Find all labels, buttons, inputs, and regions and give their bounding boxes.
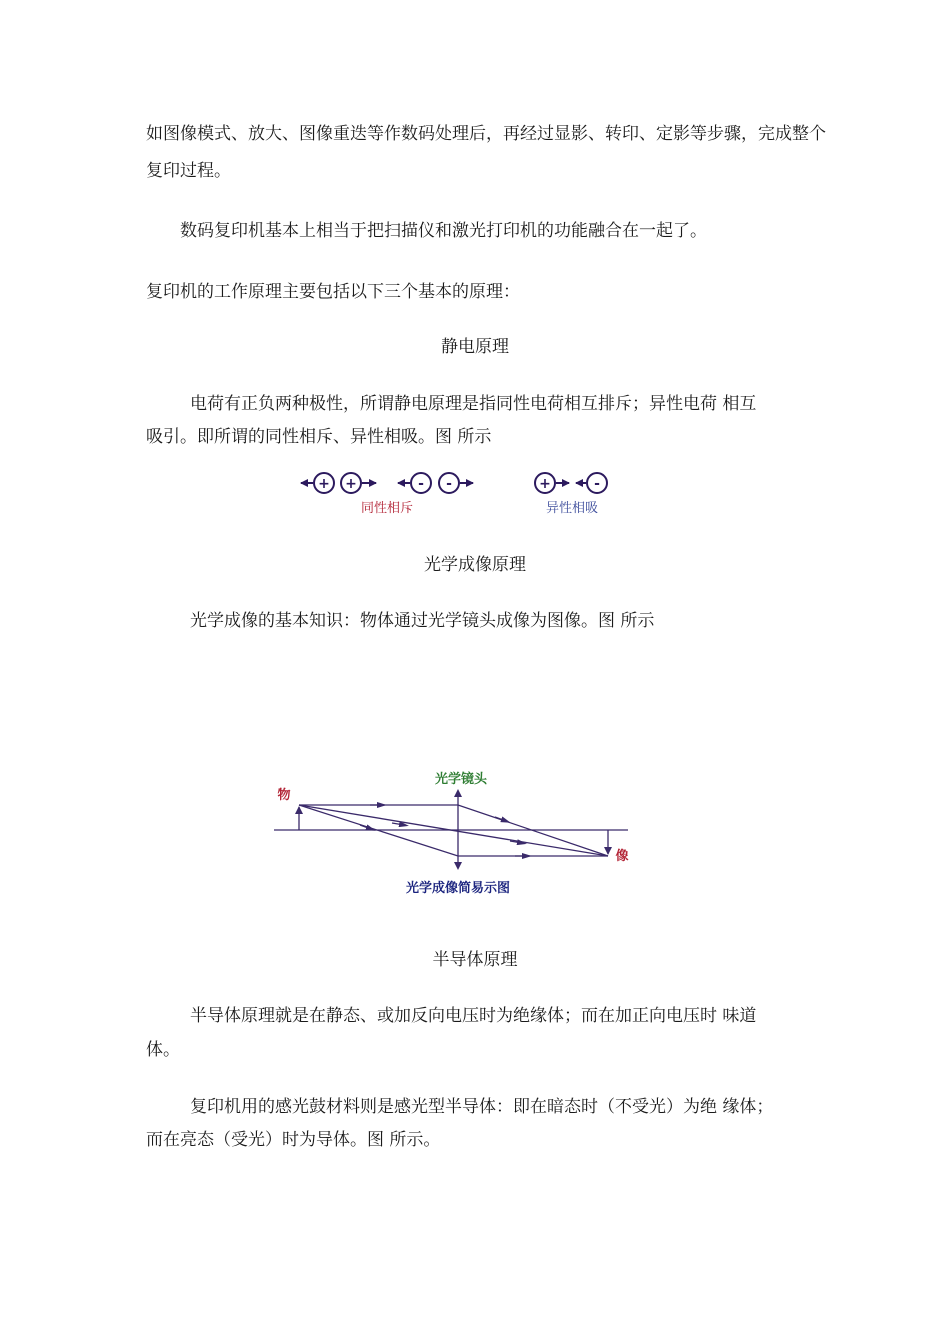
- unlike-charges-label: 异性相吸: [545, 501, 599, 516]
- paragraph-line: 复印机用的感光鼓材料则是感光型半导体：即在暗态时（不受光）为绝 缘体；: [190, 1097, 774, 1117]
- object-label: 物: [277, 788, 291, 803]
- charge-sign: +: [318, 476, 330, 492]
- paragraph-line: 数码复印机基本上相当于把扫描仪和激光打印机的功能融合在一起了。: [180, 221, 707, 241]
- paragraph-line: 电荷有正负两种极性，所谓静电原理是指同性电荷相互排斥；异性电荷 相互: [190, 394, 757, 414]
- heading-optical: 光学成像原理: [424, 555, 526, 575]
- charge-sign: -: [418, 476, 424, 492]
- paragraph-line: 而在亮态（受光）时为导体。图 所示。: [146, 1130, 441, 1150]
- paragraph-line: 光学成像的基本知识：物体通过光学镜头成像为图像。图 所示: [190, 611, 655, 631]
- image-label: 像: [615, 849, 629, 864]
- lens-diagram: [270, 765, 632, 900]
- charge-sign: -: [446, 476, 452, 492]
- diagram-caption: 光学成像简易示图: [405, 881, 511, 896]
- paragraph-line: 复印机的工作原理主要包括以下三个基本的原理：: [146, 282, 520, 302]
- paragraph-line: 半导体原理就是在静态、或加反向电压时为绝缘体；而在加正向电压时 味道: [190, 1006, 757, 1026]
- lens-label: 光学镜头: [434, 772, 488, 787]
- charge-figure: [295, 468, 625, 520]
- charge-sign: +: [345, 476, 357, 492]
- like-charges-label: 同性相斥: [360, 501, 414, 516]
- paragraph-line: 吸引。即所谓的同性相斥、异性相吸。图 所示: [146, 427, 492, 447]
- paragraph-line: 复印过程。: [146, 161, 231, 181]
- charge-sign: +: [539, 476, 551, 492]
- paragraph-line: 体。: [146, 1040, 180, 1060]
- paragraph-line: 如图像模式、放大、图像重迭等作数码处理后，再经过显影、转印、定影等步骤，完成整个: [146, 124, 826, 144]
- heading-electrostatic: 静电原理: [441, 337, 509, 357]
- heading-semiconductor: 半导体原理: [432, 950, 518, 970]
- charge-sign: -: [594, 476, 600, 492]
